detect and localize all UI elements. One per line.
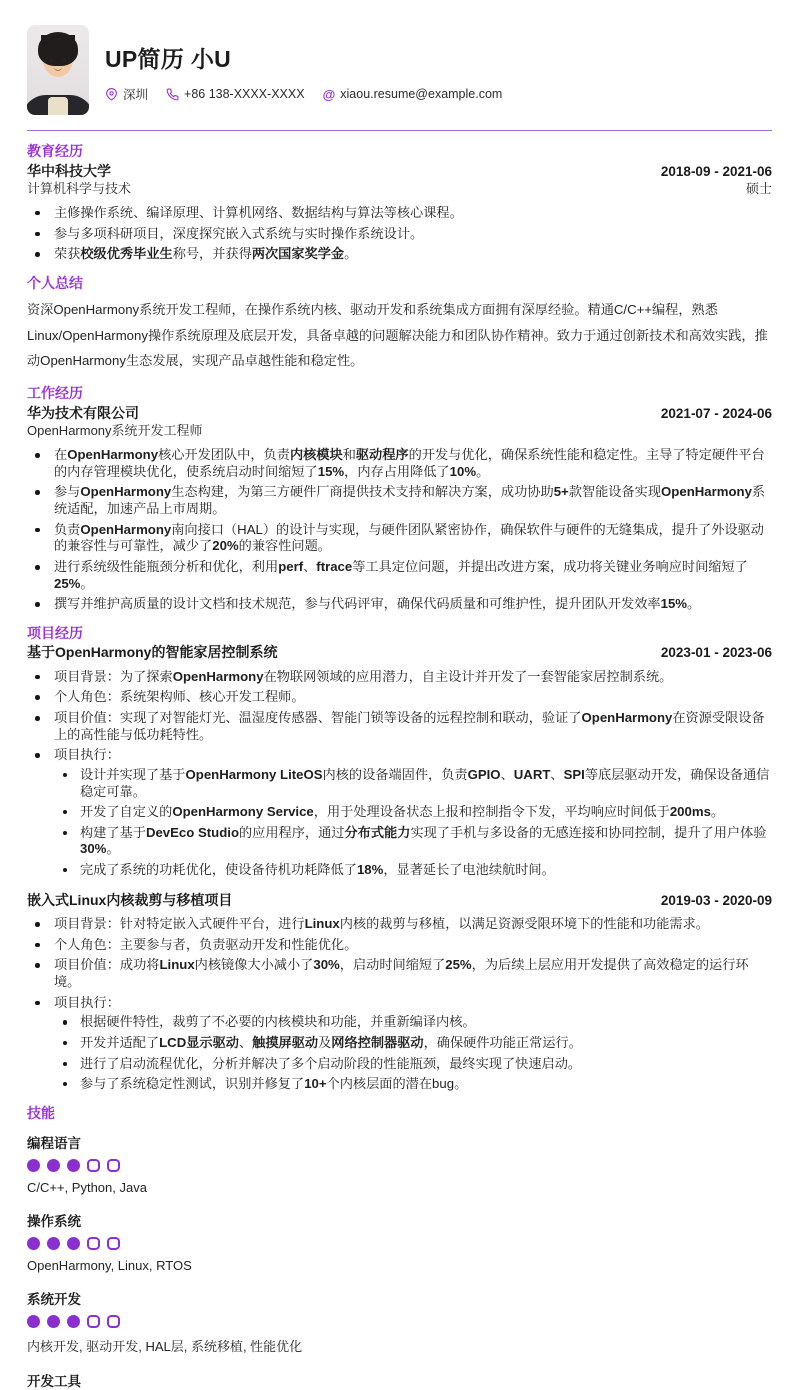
bullet-text: 项目背景：针对特定嵌入式硬件平台，进行Linux内核的裁剪与移植，以满足资源受限环境下的性能和功能需求。 xyxy=(54,916,709,932)
skill-detail: 内核开发, 驱动开发, HAL层, 系统移植, 性能优化 xyxy=(27,1339,303,1355)
sub-bullet-item xyxy=(54,1076,772,1093)
sub-bullet-item xyxy=(54,1056,772,1073)
photo-jacket xyxy=(27,95,89,115)
bold-text: 20% xyxy=(212,538,239,554)
entry-title: 华为技术有限公司 xyxy=(27,404,139,421)
entry-subtitle: OpenHarmony系统开发工程师 xyxy=(27,423,203,439)
bullet-text: 个人角色：系统架构师、核心开发工程师。 xyxy=(54,689,305,705)
sub-bullet-item xyxy=(54,1035,772,1052)
section-work xyxy=(27,385,772,613)
entry xyxy=(27,892,772,1093)
phone-icon xyxy=(166,88,179,101)
bullet-item xyxy=(27,710,772,743)
location-icon xyxy=(105,88,118,101)
section-title-education: 教育经历 xyxy=(27,143,83,159)
skill-name: 开发工具 xyxy=(27,1374,81,1390)
contact-row xyxy=(105,85,502,103)
skill-dot-filled xyxy=(27,1237,40,1250)
skill-dot-filled xyxy=(27,1315,40,1328)
bold-text: 18% xyxy=(356,862,384,878)
entry-date: 2021-07 - 2024-06 xyxy=(660,405,772,421)
entry-subheader xyxy=(27,423,772,440)
bold-text: 30% xyxy=(313,957,340,973)
bullet-list xyxy=(27,669,772,879)
bold-text: UART xyxy=(513,766,551,782)
bold-text: Linux xyxy=(159,957,195,973)
photo-eye-left xyxy=(50,59,53,62)
skill-group xyxy=(27,1288,772,1355)
bullet-text: 项目价值：成功将Linux内核镜像大小减小了30%，启动时间缩短了25%，为后续上层应用开发提供了高效稳定的运行环境。 xyxy=(54,957,749,990)
bold-text: 驱动程序 xyxy=(355,447,409,463)
sub-bullet-item xyxy=(54,862,772,879)
bullet-text: 项目价值：实现了对智能灯光、温湿度传感器、智能门锁等设备的远程控制和联动，验证了OpenHarmony在资源受限设备上的高性能与低功耗特性。 xyxy=(54,710,765,742)
sub-bullet-text: 参与了系统稳定性测试，识别并修复了10+个内核层面的潜在bug。 xyxy=(80,1076,468,1092)
skill-dot-filled xyxy=(67,1159,80,1172)
skill-detail: C/C++, Python, Java xyxy=(27,1180,147,1196)
sub-bullet-text: 根据硬件特性，裁剪了不必要的内核模块和功能，并重新编译内核。 xyxy=(80,1014,476,1030)
bold-text: ftrace xyxy=(316,558,353,574)
photo-bangs xyxy=(41,35,75,49)
bold-text: OpenHarmony xyxy=(581,710,673,726)
skill-name: 操作系统 xyxy=(27,1214,81,1230)
skill-dot-empty xyxy=(107,1315,120,1328)
entry-header xyxy=(27,405,772,423)
skill-dot-empty xyxy=(107,1159,120,1172)
bold-text: 5+ xyxy=(553,484,569,500)
sub-bullet-item xyxy=(54,767,772,800)
entry-title: 基于OpenHarmony的智能家居控制系统 xyxy=(27,644,278,661)
skill-detail: OpenHarmony, Linux, RTOS xyxy=(27,1258,192,1274)
skill-name: 系统开发 xyxy=(27,1292,81,1308)
bullet-text: 参与OpenHarmony生态构建，为第三方硬件厂商提供技术支持和解决方案，成功协助5+款智能设备实现OpenHarmony系统适配，加速产品上市周期。 xyxy=(54,484,766,517)
skill-rating xyxy=(27,1315,772,1328)
sub-bullet-list xyxy=(54,767,772,879)
bold-text: 10% xyxy=(449,463,477,479)
bullet-text: 在OpenHarmony核心开发团队中，负责内核模块和驱动程序的开发与优化，确保系统性能和稳定性。主导了特定硬件平台的内存管理模块优化，使系统启动时间缩短了15%，内存占用降低了10%。 xyxy=(54,447,765,479)
bullet-item xyxy=(27,937,772,954)
bullet-text: 个人角色：主要参与者，负责驱动开发和性能优化。 xyxy=(54,936,358,952)
bullet-item xyxy=(27,995,772,1093)
entry-date: 2019-03 - 2020-09 xyxy=(660,892,772,908)
entry-title: 嵌入式Linux内核裁剪与移植项目 xyxy=(27,891,233,908)
bold-text: OpenHarmony Service xyxy=(172,804,314,820)
resume-header xyxy=(27,25,772,115)
skill-dot-filled xyxy=(47,1237,60,1250)
section-title-summary: 个人总结 xyxy=(27,274,83,291)
entry-subheader xyxy=(27,181,772,198)
bullet-item xyxy=(27,747,772,878)
sub-bullet-text: 构建了基于DevEco Studio的应用程序，通过分布式能力实现了手机与多设备的无感连接和协同控制，提升了用户体验30%。 xyxy=(80,824,767,857)
skill-dot-filled xyxy=(47,1315,60,1328)
bold-text: OpenHarmony LiteOS xyxy=(185,766,323,782)
bold-text: 校级优秀毕业生 xyxy=(80,246,173,262)
skill-group xyxy=(27,1132,772,1195)
skill-rating xyxy=(27,1237,772,1250)
skill-rating xyxy=(27,1159,772,1172)
bold-text: 25% xyxy=(445,957,472,973)
bullet-list xyxy=(27,916,772,1093)
header-identity xyxy=(105,37,502,103)
skill-group xyxy=(27,1370,772,1390)
bullet-text: 进行系统级性能瓶颈分析和优化，利用perf、ftrace等工具定位问题，并提出改进方案，成功将关键业务响应时间缩短了25%。 xyxy=(54,558,748,591)
section-skills xyxy=(27,1105,772,1390)
entry xyxy=(27,405,772,613)
bullet-item xyxy=(27,522,772,555)
contact-location xyxy=(105,85,148,103)
bullet-item xyxy=(27,226,772,243)
skill-dot-filled xyxy=(27,1159,40,1172)
entry-header xyxy=(27,892,772,910)
bullet-text: 撰写并维护高质量的设计文档和技术规范，参与代码评审，确保代码质量和可维护性，提升团队开发效率15%。 xyxy=(54,596,701,612)
sub-bullet-item xyxy=(54,804,772,821)
contact-email xyxy=(323,87,503,101)
section-education xyxy=(27,143,772,263)
sub-bullet-list xyxy=(54,1014,772,1093)
sub-bullet-item xyxy=(54,1014,772,1031)
section-title-work: 工作经历 xyxy=(27,385,83,402)
section-title-skills: 技能 xyxy=(27,1104,55,1121)
bullet-text: 参与多项科研项目，深度探究嵌入式系统与实时操作系统设计。 xyxy=(54,225,424,241)
bullet-item xyxy=(27,669,772,686)
skill-dot-filled xyxy=(67,1237,80,1250)
bold-text: 15% xyxy=(317,463,345,479)
entry xyxy=(27,644,772,878)
bullet-item xyxy=(27,596,772,613)
skill-dot-empty xyxy=(87,1159,100,1172)
bullet-item xyxy=(27,916,772,933)
bold-text: DevEco Studio xyxy=(145,824,239,840)
sub-bullet-text: 开发并适配了LCD显示驱动、触摸屏驱动及网络控制器驱动，确保硬件功能正常运行。 xyxy=(80,1034,582,1050)
candidate-name: UP简历 小U xyxy=(105,46,232,72)
bold-text: 200ms xyxy=(669,804,711,820)
bullet-text: 主修操作系统、编译原理、计算机网络、数据结构与算法等核心课程。 xyxy=(54,204,463,220)
sub-bullet-text: 设计并实现了基于OpenHarmony LiteOS内核的设备端固件，负责GPIO、UART、SPI等底层驱动开发，确保设备通信稳定可靠。 xyxy=(80,766,770,799)
bold-text: 内核模块 xyxy=(289,447,343,463)
entry-header xyxy=(27,163,772,181)
bold-text: 网络控制器驱动 xyxy=(331,1034,424,1050)
bold-text: 15% xyxy=(660,596,688,612)
bullet-item xyxy=(27,484,772,517)
bold-text: OpenHarmony xyxy=(80,484,172,500)
entry xyxy=(27,163,772,263)
bold-text: OpenHarmony xyxy=(67,447,159,463)
bold-text: OpenHarmony xyxy=(80,521,172,537)
bullet-item xyxy=(27,205,772,222)
bold-text: 分布式能力 xyxy=(344,824,411,840)
skill-dot-filled xyxy=(47,1159,60,1172)
bold-text: 两次国家奖学金 xyxy=(251,246,345,262)
bold-text: perf xyxy=(278,558,304,574)
bold-text: 10+ xyxy=(304,1076,327,1092)
skill-name: 编程语言 xyxy=(27,1136,81,1152)
sub-bullet-text: 开发了自定义的OpenHarmony Service，用于处理设备状态上报和控制指令下发，平均响应时间低于200ms。 xyxy=(80,804,725,820)
entry-subtitle-right: 硕士 xyxy=(745,181,772,196)
section-summary xyxy=(27,275,772,374)
bullet-list xyxy=(27,205,772,263)
bullet-item xyxy=(27,559,772,592)
section-title-projects: 项目经历 xyxy=(27,624,83,641)
header-divider xyxy=(27,130,772,131)
contact-phone-text: +86 138-XXXX-XXXX xyxy=(184,87,305,101)
entry-date: 2018-09 - 2021-06 xyxy=(660,163,772,179)
email-icon: @ xyxy=(322,86,336,102)
bold-text: GPIO xyxy=(467,766,501,782)
bullet-text: 项目执行： xyxy=(54,994,120,1010)
contact-phone xyxy=(166,87,305,101)
bullet-item xyxy=(27,246,772,263)
skill-dot-filled xyxy=(67,1315,80,1328)
entry-subtitle: 计算机科学与技术 xyxy=(27,181,132,196)
bold-text: Linux xyxy=(304,916,340,932)
contact-email-text: xiaou.resume@example.com xyxy=(340,87,503,101)
entry-title: 华中科技大学 xyxy=(27,162,111,179)
bold-text: 触摸屏驱动 xyxy=(252,1034,319,1050)
bullet-text: 项目执行： xyxy=(54,747,120,763)
contact-location-text: 深圳 xyxy=(123,88,149,102)
bullet-text: 负责OpenHarmony南向接口（HAL）的设计与实现，与硬件团队紧密协作，确保软件与硬件的无缝集成，提升了外设驱动的兼容性与可靠性，减少了20%的兼容性问题。 xyxy=(54,521,764,554)
profile-photo xyxy=(27,25,89,115)
entry-date: 2023-01 - 2023-06 xyxy=(660,645,772,661)
skill-dot-empty xyxy=(87,1315,100,1328)
bullet-list xyxy=(27,447,772,613)
skill-dot-empty xyxy=(87,1237,100,1250)
bold-text: 30% xyxy=(80,841,107,857)
bold-text: OpenHarmony xyxy=(172,668,264,684)
bullet-item xyxy=(27,447,772,480)
bold-text: LCD显示驱动 xyxy=(159,1034,239,1050)
bold-text: 25% xyxy=(54,575,81,591)
bullet-item xyxy=(27,957,772,990)
bullet-text: 荣获校级优秀毕业生称号，并获得两次国家奖学金。 xyxy=(54,246,358,262)
skill-dot-empty xyxy=(107,1237,120,1250)
skill-group xyxy=(27,1210,772,1273)
summary-text: 资深OpenHarmony系统开发工程师，在操作系统内核、驱动开发和系统集成方面拥有深厚经验。精通C/C++编程，熟悉Linux/OpenHarmony操作系统原理及底层开发，具备卓越的问题解决能力和团队协作精神。致力于通过创新技术和高效实践，推动OpenHarmony生态发展，实现产品卓越性能和稳定性。 xyxy=(27,302,768,368)
sub-bullet-item xyxy=(54,825,772,858)
bold-text: OpenHarmony xyxy=(661,484,752,500)
entry-header xyxy=(27,644,772,662)
bold-text: SPI xyxy=(563,766,585,782)
sub-bullet-text: 完成了系统的功耗优化，使设备待机功耗降低了18%，显著延长了电池续航时间。 xyxy=(80,862,555,878)
bullet-item xyxy=(27,689,772,706)
photo-eye-right xyxy=(63,59,66,62)
sub-bullet-text: 进行了启动流程优化，分析并解决了多个启动阶段的性能瓶颈，最终实现了快速启动。 xyxy=(80,1055,582,1071)
resume-body xyxy=(27,143,772,1390)
bullet-text: 项目背景：为了探索OpenHarmony在物联网领域的应用潜力，自主设计并开发了一套智能家居控制系统。 xyxy=(54,668,673,684)
section-projects xyxy=(27,625,772,1093)
